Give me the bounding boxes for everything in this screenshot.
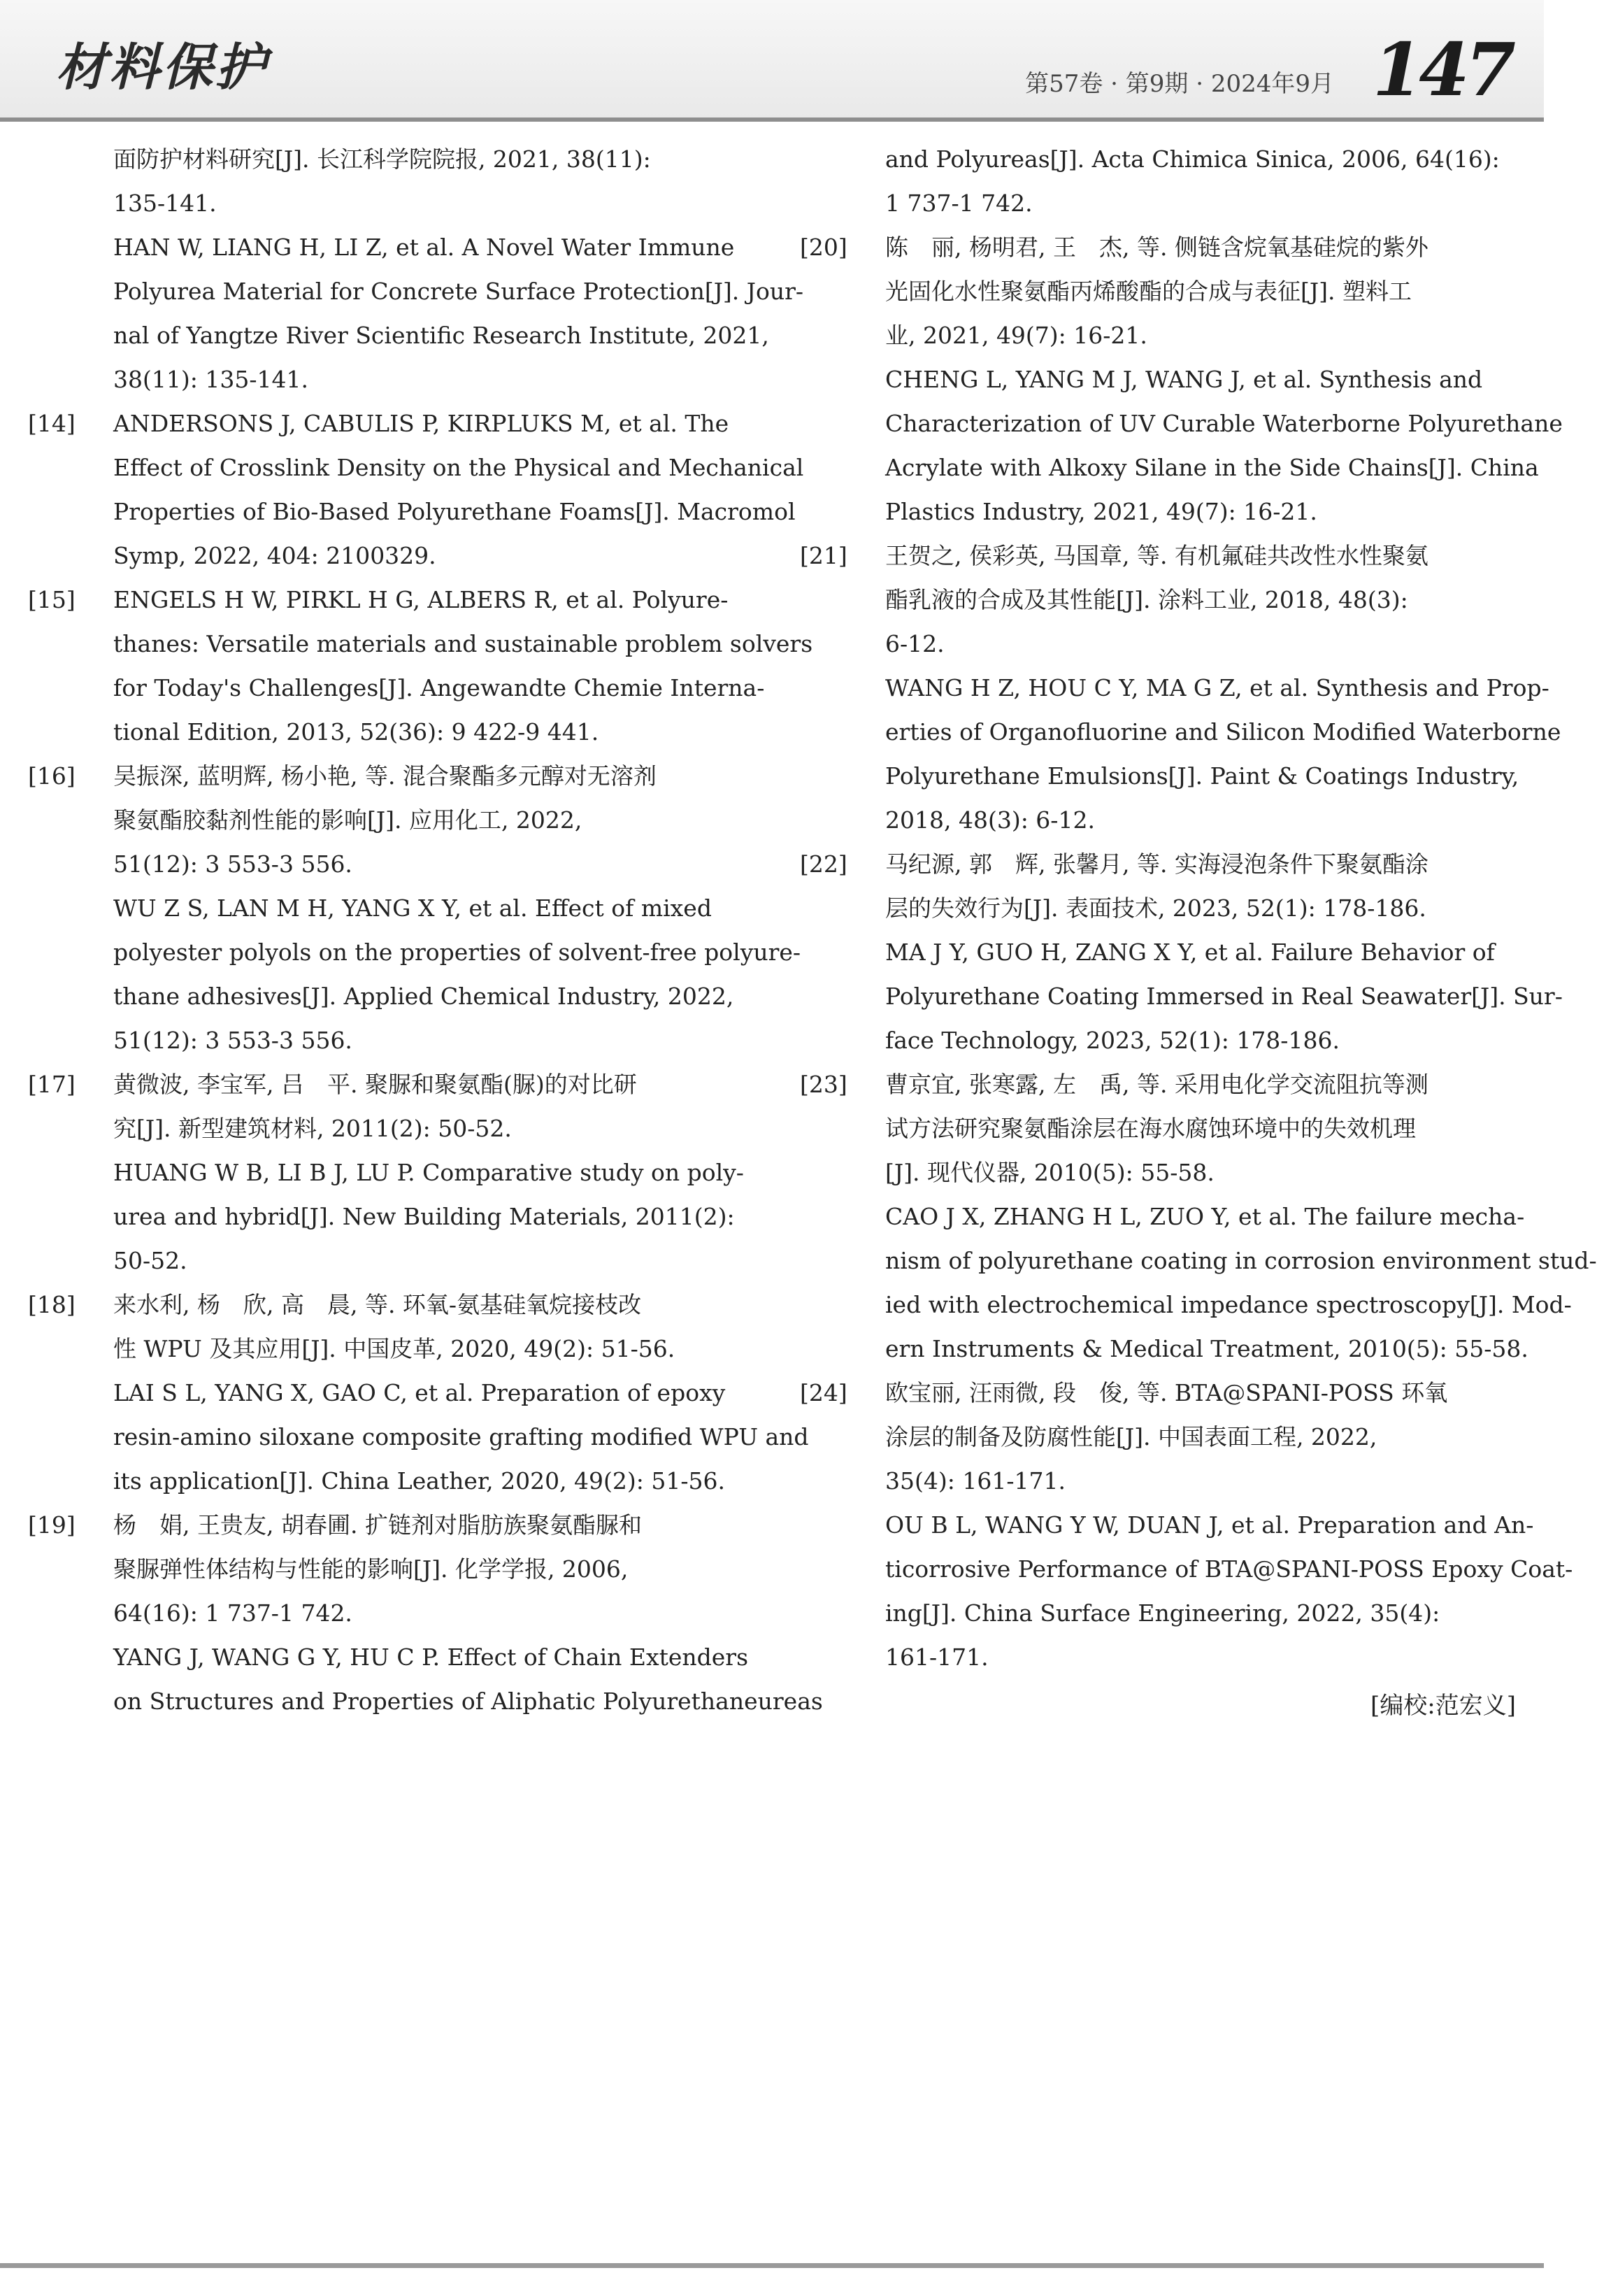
- reference-text: CAO J X, ZHANG H L, ZUO Y, et al. The failure mecha-: [885, 1203, 1525, 1230]
- reference-line: [800, 357, 1485, 401]
- reference-line: [800, 710, 1561, 754]
- reference-text: ANDERSONS J, CABULIS P, KIRPLUKS M, et al. The: [113, 410, 729, 437]
- reference-line: [800, 1195, 1525, 1239]
- reference-line: [800, 445, 1539, 490]
- reference-text: 试方法研究聚氨酯涂层在海水腐蚀环境中的失效机理: [885, 1115, 1416, 1142]
- reference-text: 涂层的制备及防腐性能[J]. 中国表面工程, 2022,: [885, 1423, 1377, 1450]
- footer-rule: [0, 2263, 1544, 2268]
- reference-text: 马纪源, 郭 辉, 张馨月, 等. 实海浸泡条件下聚氨酯涂: [885, 850, 1428, 878]
- reference-text: LAI S L, YANG X, GAO C, et al. Preparation of epoxy: [113, 1379, 726, 1406]
- reference-text: erties of Organofluorine and Silicon Modified Waterborne: [885, 718, 1561, 746]
- reference-line: [28, 1415, 809, 1459]
- reference-line: [28, 1679, 823, 1723]
- reference-line: [28, 1591, 713, 1635]
- reference-line: [800, 401, 1563, 445]
- reference-text: polyester polyols on the properties of solvent-free polyure-: [113, 939, 801, 966]
- reference-line: [28, 313, 769, 357]
- reference-text: 欧宝丽, 汪雨微, 段 俊, 等. BTA@SPANI-POSS 环氧: [885, 1379, 1448, 1406]
- reference-line: [28, 1459, 726, 1503]
- reference-text: nal of Yangtze River Scientific Research Institute, 2021,: [113, 322, 769, 349]
- reference-line: [800, 1062, 1485, 1106]
- reference-text: 业, 2021, 49(7): 16-21.: [885, 322, 1147, 349]
- reference-text: its application[J]. China Leather, 2020, 49(2): 51-56.: [113, 1467, 726, 1495]
- reference-text: thane adhesives[J]. Applied Chemical Industry, 2022,: [113, 983, 734, 1010]
- reference-line: [800, 1371, 1485, 1415]
- reference-text: thanes: Versatile materials and sustainable problem solvers: [113, 630, 813, 657]
- reference-text: 35(4): 161-171.: [885, 1467, 1066, 1495]
- reference-text: 来水利, 杨 欣, 高 晨, 等. 环氧-氨基硅氧烷接枝改: [113, 1291, 642, 1318]
- reference-line: [800, 1018, 1485, 1062]
- reference-line: [28, 1371, 726, 1415]
- reference-text: nism of polyurethane coating in corrosion environment stud-: [885, 1247, 1597, 1274]
- reference-text: for Today's Challenges[J]. Angewandte Chemie Interna-: [113, 674, 765, 701]
- reference-text: face Technology, 2023, 52(1): 178-186.: [885, 1027, 1340, 1054]
- reference-line: [28, 1503, 713, 1547]
- reference-text: MA J Y, GUO H, ZANG X Y, et al. Failure Behavior of: [885, 939, 1495, 966]
- reference-line: [28, 886, 713, 930]
- reference-line: [28, 1150, 744, 1195]
- reference-line: [800, 1150, 1485, 1195]
- reference-line: [28, 1018, 713, 1062]
- reference-line: [800, 534, 1485, 578]
- reference-line: [28, 1283, 713, 1327]
- reference-text: 曹京宜, 张寒露, 左 禹, 等. 采用电化学交流阻抗等测: [885, 1071, 1428, 1098]
- reference-number: [24]: [800, 1379, 847, 1406]
- reference-number: [21]: [800, 542, 847, 569]
- reference-line: [800, 798, 1485, 842]
- reference-line: [800, 1591, 1485, 1635]
- reference-text: 50-52.: [113, 1247, 187, 1274]
- reference-number: [19]: [28, 1511, 76, 1539]
- reference-text: ENGELS H W, PIRKL H G, ALBERS R, et al. Polyure-: [113, 586, 729, 613]
- reference-text: Acrylate with Alkoxy Silane in the Side Chains[J]. China: [885, 454, 1539, 481]
- reference-line: [800, 974, 1563, 1018]
- reference-line: [28, 666, 765, 710]
- reference-text: Properties of Bio-Based Polyurethane Foams[J]. Macromol: [113, 498, 796, 525]
- reference-text: 38(11): 135-141.: [113, 366, 308, 393]
- reference-text: 2018, 48(3): 6-12.: [885, 806, 1095, 834]
- reference-text: 陈 丽, 杨明君, 王 杰, 等. 侧链含烷氧基硅烷的紫外: [885, 234, 1428, 261]
- reference-text: Polyurea Material for Concrete Surface Protection[J]. Jour-: [113, 278, 804, 305]
- reference-line: [800, 225, 1485, 269]
- reference-line: [800, 137, 1500, 181]
- reference-line: [800, 269, 1485, 313]
- reference-line: [28, 1239, 713, 1283]
- reference-line: [28, 710, 713, 754]
- reference-text: 135-141.: [113, 190, 217, 217]
- reference-line: [800, 1283, 1572, 1327]
- reference-line: [28, 1062, 713, 1106]
- reference-line: [28, 1106, 713, 1150]
- issue-info: 第57卷 · 第9期 · 2024年9月: [1025, 70, 1334, 98]
- reference-line: [28, 974, 734, 1018]
- page-header: [0, 0, 1544, 122]
- reference-line: [800, 490, 1485, 534]
- reference-line: [28, 842, 713, 886]
- reference-text: ern Instruments & Medical Treatment, 2010(5): 55-58.: [885, 1335, 1528, 1362]
- reference-line: [800, 1415, 1485, 1459]
- reference-text: 面防护材料研究[J]. 长江科学院院报, 2021, 38(11):: [113, 145, 651, 173]
- reference-line: [28, 798, 713, 842]
- reference-text: Symp, 2022, 404: 2100329.: [113, 542, 436, 569]
- reference-text: 究[J]. 新型建筑材料, 2011(2): 50-52.: [113, 1115, 512, 1142]
- reference-text: 51(12): 3 553-3 556.: [113, 1027, 352, 1054]
- editor-note: [编校:范宏义]: [1370, 1692, 1516, 1720]
- reference-text: 王贺之, 侯彩英, 马国章, 等. 有机氟硅共改性水性聚氨: [885, 542, 1428, 569]
- reference-line: [28, 225, 735, 269]
- reference-text: 聚脲弹性体结构与性能的影响[J]. 化学学报, 2006,: [113, 1555, 629, 1583]
- reference-text: [J]. 现代仪器, 2010(5): 55-58.: [885, 1159, 1215, 1186]
- reference-text: Effect of Crosslink Density on the Physical and Mechanical: [113, 454, 804, 481]
- reference-number: [15]: [28, 586, 76, 613]
- left-column-references: [28, 137, 823, 1723]
- reference-text: 6-12.: [885, 630, 945, 657]
- reference-text: and Polyureas[J]. Acta Chimica Sinica, 2006, 64(16):: [885, 145, 1500, 173]
- reference-text: 杨 娟, 王贵友, 胡春圃. 扩链剂对脂肪族聚氨酯脲和: [113, 1511, 642, 1539]
- reference-line: [800, 1503, 1534, 1547]
- reference-line: [800, 930, 1495, 974]
- reference-text: ied with electrochemical impedance spectroscopy[J]. Mod-: [885, 1291, 1572, 1318]
- reference-line: [28, 181, 713, 225]
- reference-line: [800, 1327, 1528, 1371]
- reference-line: [800, 1239, 1597, 1283]
- journal-logo: 材料保护: [56, 37, 269, 97]
- reference-line: [28, 754, 713, 798]
- reference-text: 1 737-1 742.: [885, 190, 1033, 217]
- reference-text: 层的失效行为[J]. 表面技术, 2023, 52(1): 178-186.: [885, 894, 1426, 922]
- reference-text: 51(12): 3 553-3 556.: [113, 850, 352, 878]
- reference-text: HUANG W B, LI B J, LU P. Comparative study on poly-: [113, 1159, 744, 1186]
- reference-text: WANG H Z, HOU C Y, MA G Z, et al. Synthesis and Prop-: [885, 674, 1549, 701]
- reference-text: HAN W, LIANG H, LI Z, et al. A Novel Water Immune: [113, 234, 735, 261]
- reference-text: ticorrosive Performance of BTA@SPANI-POSS Epoxy Coat-: [885, 1555, 1573, 1583]
- reference-line: [28, 357, 713, 401]
- reference-line: [800, 666, 1549, 710]
- reference-text: resin-amino siloxane composite grafting modified WPU and: [113, 1423, 809, 1450]
- reference-line: [800, 1459, 1485, 1503]
- reference-text: urea and hybrid[J]. New Building Materials, 2011(2):: [113, 1203, 735, 1230]
- reference-text: on Structures and Properties of Aliphatic Polyurethaneureas: [113, 1688, 823, 1715]
- right-column-references: [800, 137, 1597, 1679]
- reference-line: [800, 1635, 1485, 1679]
- reference-text: 161-171.: [885, 1643, 989, 1671]
- reference-line: [800, 313, 1485, 357]
- reference-number: [20]: [800, 234, 847, 261]
- reference-line: [800, 842, 1485, 886]
- reference-number: [14]: [28, 410, 76, 437]
- reference-line: [28, 137, 713, 181]
- reference-text: OU B L, WANG Y W, DUAN J, et al. Preparation and An-: [885, 1511, 1534, 1539]
- reference-line: [28, 1195, 735, 1239]
- reference-line: [800, 1106, 1485, 1150]
- reference-text: 黄微波, 李宝军, 吕 平. 聚脲和聚氨酯(脲)的对比研: [113, 1071, 637, 1098]
- reference-line: [800, 886, 1485, 930]
- reference-text: 酯乳液的合成及其性能[J]. 涂料工业, 2018, 48(3):: [885, 586, 1408, 613]
- reference-text: Plastics Industry, 2021, 49(7): 16-21.: [885, 498, 1317, 525]
- reference-text: 64(16): 1 737-1 742.: [113, 1599, 352, 1627]
- reference-text: YANG J, WANG G Y, HU C P. Effect of Chain Extenders: [113, 1643, 749, 1671]
- reference-line: [28, 445, 804, 490]
- reference-line: [28, 1327, 713, 1371]
- reference-text: 性 WPU 及其应用[J]. 中国皮革, 2020, 49(2): 51-56.: [113, 1335, 675, 1362]
- reference-number: [16]: [28, 762, 76, 790]
- reference-text: WU Z S, LAN M H, YANG X Y, et al. Effect of mixed: [113, 894, 712, 922]
- reference-text: Characterization of UV Curable Waterborne Polyurethane: [885, 410, 1563, 437]
- reference-line: [28, 269, 804, 313]
- reference-line: [28, 930, 801, 974]
- reference-text: Polyurethane Coating Immersed in Real Seawater[J]. Sur-: [885, 983, 1563, 1010]
- page-number: 147: [1372, 27, 1512, 113]
- reference-number: [18]: [28, 1291, 76, 1318]
- reference-line: [28, 534, 713, 578]
- reference-text: tional Edition, 2013, 52(36): 9 422-9 441.: [113, 718, 599, 746]
- reference-text: CHENG L, YANG M J, WANG J, et al. Synthesis and: [885, 366, 1483, 393]
- reference-text: ing[J]. China Surface Engineering, 2022, 35(4):: [885, 1599, 1440, 1627]
- reference-line: [800, 622, 1485, 666]
- reference-line: [800, 1547, 1573, 1591]
- reference-text: 聚氨酯胶黏剂性能的影响[J]. 应用化工, 2022,: [113, 806, 582, 834]
- reference-number: [22]: [800, 850, 847, 878]
- reference-line: [28, 1635, 749, 1679]
- reference-line: [28, 578, 729, 622]
- reference-line: [28, 401, 729, 445]
- reference-line: [28, 490, 796, 534]
- reference-line: [800, 181, 1485, 225]
- reference-line: [800, 578, 1485, 622]
- reference-line: [800, 754, 1519, 798]
- reference-line: [28, 622, 813, 666]
- reference-text: 光固化水性聚氨酯丙烯酸酯的合成与表征[J]. 塑料工: [885, 278, 1412, 305]
- reference-text: 吴振深, 蓝明辉, 杨小艳, 等. 混合聚酯多元醇对无溶剂: [113, 762, 657, 790]
- reference-line: [28, 1547, 713, 1591]
- reference-text: Polyurethane Emulsions[J]. Paint & Coatings Industry,: [885, 762, 1519, 790]
- reference-number: [17]: [28, 1071, 76, 1098]
- reference-number: [23]: [800, 1071, 847, 1098]
